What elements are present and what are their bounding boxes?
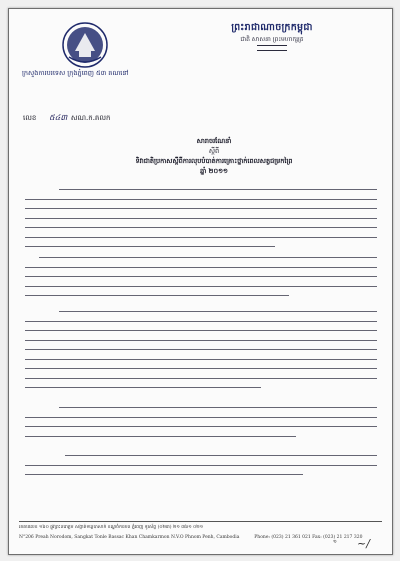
body-text-line xyxy=(25,330,377,331)
body-text-line xyxy=(25,349,377,350)
page-number: ១ xyxy=(333,539,337,545)
kingdom-heading: ព្រះរាជាណាចក្រកម្ពុជា xyxy=(231,22,313,33)
body-text-line xyxy=(25,417,377,418)
body-text-line xyxy=(25,359,377,360)
ministry-name: ក្រសួងការបរទេស ក្រុងភ្នំពេញ ៥៣ គណនៅ xyxy=(22,69,129,77)
royal-emblem-seal xyxy=(61,21,109,69)
body-text-line xyxy=(25,246,275,247)
handwritten-reference-number: ៥៤៣ xyxy=(49,113,68,122)
body-text-line xyxy=(25,199,377,200)
document-page xyxy=(8,8,393,555)
body-text-line xyxy=(25,378,377,379)
body-text-line xyxy=(25,387,261,388)
body-text-line xyxy=(25,227,377,228)
body-text-line xyxy=(25,321,377,322)
title-line-4: ឆ្នាំ ២០១១ xyxy=(200,167,228,175)
title-line-1: សារាចរណែនាំ xyxy=(196,137,232,145)
body-text-line xyxy=(25,208,377,209)
body-text-line xyxy=(39,257,377,258)
body-text-line xyxy=(25,237,377,238)
footer-address-en: N°206 Preah Norodom, Sangkat Tonle Bassac Khan Chamkarmon N.V.O Phnom Penh, Cambodia xyxy=(19,535,240,540)
body-text-line xyxy=(65,455,377,456)
footer-contact-en: Phone: (023) 21 361 021 Fax: (023) 21 217 320 xyxy=(254,535,363,540)
title-line-3: ទិវាជាតិប្រកាសស្តីពីការលុបបំបាត់ការគ្រោះថ្នាក់ពេលសត្វជម្រកព្រៃ xyxy=(135,157,293,165)
body-text-line xyxy=(25,436,296,437)
national-motto: ជាតិ សាសនា ព្រះមហាក្សត្រ xyxy=(240,36,304,43)
body-text-line xyxy=(25,286,377,287)
body-text-line xyxy=(25,276,377,277)
footer-divider xyxy=(19,521,382,522)
body-text-line xyxy=(25,426,377,427)
body-text-line xyxy=(25,340,377,341)
body-text-line xyxy=(59,407,377,408)
body-text-line xyxy=(25,218,377,219)
body-text-line xyxy=(25,368,377,369)
body-text-line xyxy=(59,311,377,312)
title-line-2: ស្តីពី xyxy=(208,147,220,155)
handwritten-initial-mark: ~/ xyxy=(357,537,370,550)
footer-address-khmer: អាគារលេខ ១៦០ ផ្លូវព្រះនរោត្តម សង្កាត់ទន្លេបាសាក់ ខណ្ឌចំការមន ភ្នំពេញ ទូរស័ព្ទ (០២៣) ២១ ៣៦១ ០២១ xyxy=(19,525,204,530)
body-text-line xyxy=(25,267,377,268)
body-text-line xyxy=(59,189,377,190)
body-text-line xyxy=(25,295,289,296)
ornament-divider xyxy=(257,45,287,51)
document-title xyxy=(69,137,359,177)
footer-address-english xyxy=(19,535,382,540)
body-text-line xyxy=(25,465,377,466)
reference-suffix: សណ.ក.គលក xyxy=(70,114,111,122)
body-text-line xyxy=(25,474,303,475)
reference-prefix: លេខ xyxy=(23,114,37,122)
